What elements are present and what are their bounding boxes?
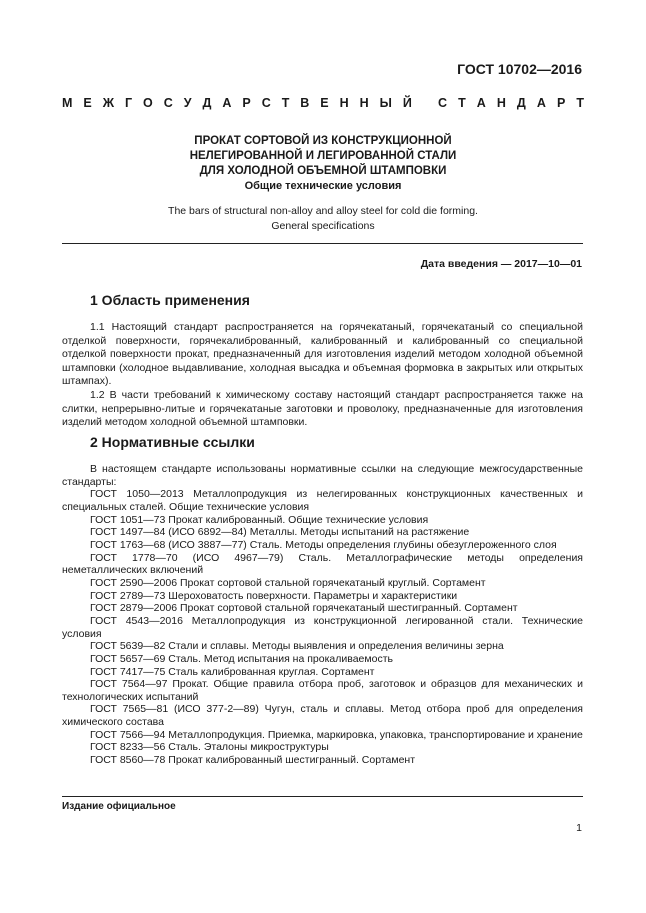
banner-letter: Д	[516, 96, 526, 110]
banner-letter: Н	[359, 96, 369, 110]
reference-item: ГОСТ 1050—2013 Металлопродукция из нелегированных конструкционных качественных и специальных сталей. Общие технические условия	[62, 488, 583, 513]
reference-item: ГОСТ 7417—75 Сталь калиброванная круглая. Сортамент	[90, 665, 375, 678]
reference-item: ГОСТ 7566—94 Металлопродукция. Приемка, маркировка, упаковка, транспортирование и хранение	[90, 728, 583, 741]
document-number: ГОСТ 10702—2016	[457, 61, 582, 77]
banner-letter: Е	[83, 96, 92, 110]
banner-letter: А	[536, 96, 546, 110]
reference-item: ГОСТ 2590—2006 Прокат сортовой стальной горячекатаный круглый. Сортамент	[90, 576, 486, 589]
footer-divider	[62, 796, 583, 797]
banner-letter: Й	[402, 96, 412, 110]
section-1-heading: 1 Область применения	[90, 292, 250, 308]
banner-letter: С	[438, 96, 448, 110]
title-ru-line-2: НЕЛЕГИРОВАННОЙ И ЛЕГИРОВАННОЙ СТАЛИ	[189, 150, 457, 162]
banner-letter: А	[222, 96, 232, 110]
banner-letter: Ж	[102, 96, 115, 110]
banner-letter: Р	[556, 96, 566, 110]
section-1-body	[62, 321, 583, 430]
official-edition-label: Издание официальное	[62, 801, 176, 812]
reference-item: ГОСТ 5639—82 Стали и сплавы. Методы выявления и определения величины зерна	[90, 640, 504, 653]
page-number: 1	[576, 822, 582, 834]
references-intro: В настоящем стандарте использованы нормативные ссылки на следующие межгосударственные стандарты:	[62, 463, 583, 488]
banner-letter: У	[183, 96, 192, 110]
banner-letter: Р	[242, 96, 251, 110]
reference-item: ГОСТ 2879—2006 Прокат сортовой стальной горячекатаный шестигранный. Сортамент	[90, 602, 518, 615]
banner-letter: Ы	[379, 96, 392, 110]
banner-letter: М	[62, 96, 73, 110]
banner-letter: В	[300, 96, 310, 110]
reference-item: ГОСТ 1051—73 Прокат калиброванный. Общие технические условия	[90, 513, 429, 526]
banner-letter: С	[163, 96, 173, 110]
reference-item: ГОСТ 5657—69 Сталь. Метод испытания на прокаливаемость	[90, 652, 393, 665]
banner-letter: Т	[281, 96, 290, 110]
paragraph-1-1: 1.1 Настоящий стандарт распространяется на горячекатаный, горячекатаный со специальной отделкой поверхности, горячекалиброванный, калиброванный и калиброванный со специальной отделкой поверхности прокат, предназначенный для изготовления изделий методом холодной объемной штамповки (холодное выдавливание, холодная высадка и объемная формовка в закрытых или открытых штампах).	[62, 321, 583, 388]
banner-letter: Е	[320, 96, 329, 110]
banner-letter: С	[261, 96, 271, 110]
normative-references	[62, 463, 583, 767]
paragraph-1-2: 1.2 В части требований к химическому составу настоящий стандарт распространяется также на слитки, непрерывно-литые и горячекатаные заготовки и проволоку, предназначенные для изготовления изделий методом холодной объемной штамповки.	[62, 388, 583, 429]
banner-letter: Т	[458, 96, 466, 110]
banner-letter: А	[476, 96, 486, 110]
title-english	[62, 204, 584, 233]
reference-item: ГОСТ 1497—84 (ИСО 6892—84) Металлы. Методы испытаний на растяжение	[90, 526, 470, 539]
banner-letter: Н	[496, 96, 506, 110]
banner-letter: Т	[576, 96, 584, 110]
title-en-line-1: The bars of structural non-alloy and alloy steel for cold die forming.	[168, 205, 478, 217]
reference-item: ГОСТ 4543—2016 Металлопродукция из конструкционной легированной стали. Технические условия	[62, 614, 583, 640]
interstate-word-2	[438, 96, 584, 110]
introduction-date: Дата введения — 2017—10—01	[420, 258, 582, 270]
title-ru-line-3: ДЛЯ ХОЛОДНОЙ ОБЪЕМНОЙ ШТАМПОВКИ	[199, 165, 447, 177]
banner-letter: Д	[202, 96, 212, 110]
title-ru-subtitle: Общие технические условия	[244, 180, 402, 192]
title-en-line-2: General specifications	[271, 219, 375, 232]
banner-letter: Г	[124, 96, 133, 110]
document-title	[62, 134, 584, 194]
reference-item: ГОСТ 8560—78 Прокат калиброванный шестигранный. Сортамент	[90, 754, 416, 767]
banner-letter: Н	[339, 96, 349, 110]
section-2-heading: 2 Нормативные ссылки	[90, 434, 255, 450]
header-divider	[62, 243, 583, 244]
interstate-standard-banner	[62, 96, 584, 110]
banner-letter: О	[143, 96, 153, 110]
reference-item: ГОСТ 1763—68 (ИСО 3887—77) Сталь. Методы определения глубины обезуглероженного слоя	[90, 538, 557, 551]
reference-item: ГОСТ 2789—73 Шероховатость поверхности. Параметры и характеристики	[90, 589, 458, 602]
reference-item: ГОСТ 8233—56 Сталь. Эталоны микроструктуры	[90, 741, 329, 754]
interstate-word-1	[62, 96, 412, 110]
reference-item: ГОСТ 7564—97 Прокат. Общие правила отбора проб, заготовок и образцов для механических и технологических испытаний	[62, 678, 583, 703]
title-ru-line-1: ПРОКАТ СОРТОВОЙ ИЗ КОНСТРУКЦИОННОЙ	[194, 135, 452, 147]
reference-item: ГОСТ 1778—70 (ИСО 4967—79) Сталь. Металлографические методы определения неметаллических включений	[62, 551, 583, 577]
reference-item: ГОСТ 7565—81 (ИСО 377-2—89) Чугун, сталь и сплавы. Метод отбора проб для определения химического состава	[62, 703, 583, 729]
